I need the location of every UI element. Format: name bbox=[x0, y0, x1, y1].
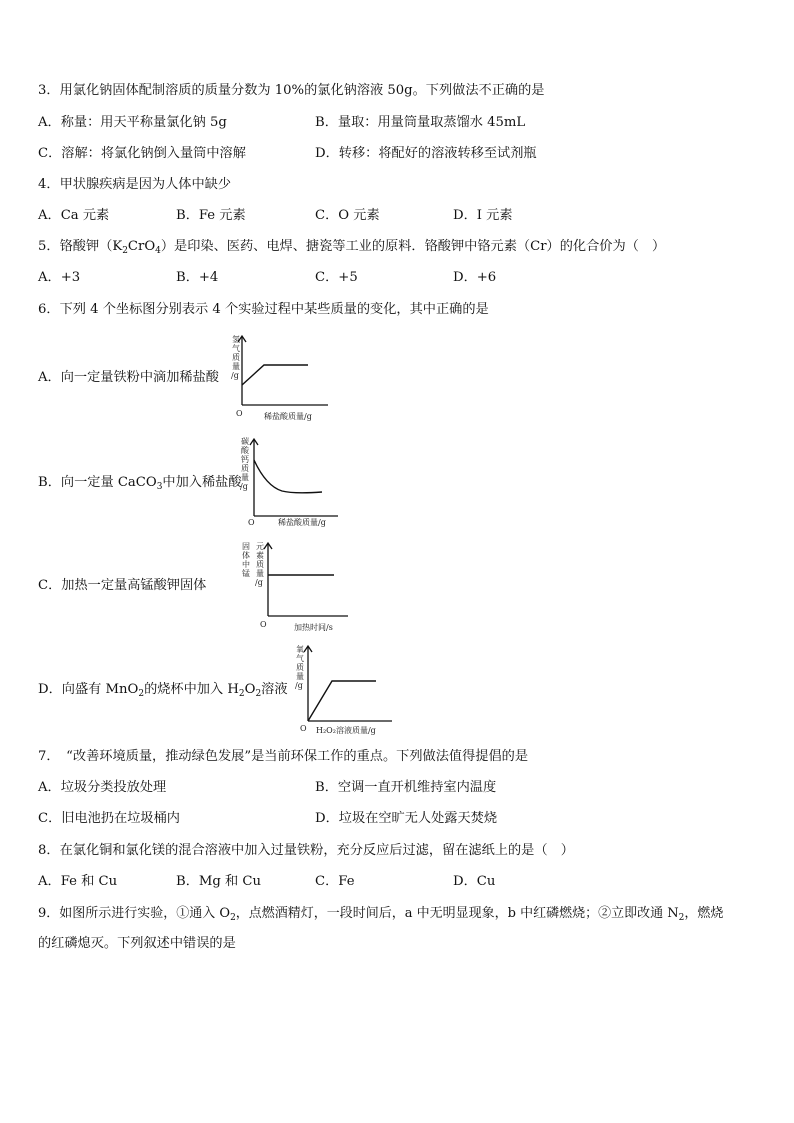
q4-stem: 4．甲状腺疾病是因为人体中缺少 bbox=[38, 177, 232, 192]
q6-b-ylabel-2: 酸 bbox=[241, 446, 249, 455]
q3-option-b: B．量取：用量筒量取蒸馏水 45mL bbox=[315, 115, 526, 130]
q8-option-b: B．Mg 和 Cu bbox=[176, 874, 261, 889]
q8-option-d: D．Cu bbox=[453, 874, 496, 889]
q6-c-ylabel-col2-4: 锰 bbox=[242, 569, 250, 578]
q6-a-ylabel-1: 氢 bbox=[232, 335, 240, 344]
q6-c-origin: O bbox=[260, 620, 267, 629]
q6-stem: 6．下列 4 个坐标图分别表示 4 个实验过程中某些质量的变化，其中正确的是 bbox=[38, 302, 489, 317]
q6-c-ylabel-5: /g bbox=[255, 578, 263, 587]
q4-option-c: C．O 元素 bbox=[315, 208, 380, 223]
q6-b-graph bbox=[238, 436, 348, 528]
q6-a-curve bbox=[242, 365, 308, 385]
q6-b-ylabel-5: 量 bbox=[241, 473, 249, 482]
q6-c-graph bbox=[242, 540, 362, 632]
q6-option-c-text: C．加热一定量高锰酸钾固体 bbox=[38, 578, 207, 593]
q6-b-curve bbox=[254, 460, 322, 493]
q6-b-origin: O bbox=[248, 518, 255, 527]
q9-stem-line1: 9．如图所示进行实验，①通入 $O_2$，点燃酒精灯，一段时间后，a 中无明显现象，b 中红磷燃烧；②立即改通 $N_2$，燃烧 bbox=[38, 906, 724, 923]
q6-c-ylabel-3: 质 bbox=[256, 560, 264, 569]
q3-stem: 3．用氯化钠固体配制溶质的质量分数为 10%的氯化钠溶液 50g。下列做法不正确的是 bbox=[38, 83, 545, 98]
q6-c-ylabel-col2-3: 中 bbox=[242, 560, 250, 569]
q6-d-ylabel-3: 质 bbox=[296, 663, 304, 672]
q8-option-a: A．Fe 和 Cu bbox=[38, 874, 118, 889]
q4-option-a: A．Ca 元素 bbox=[38, 208, 110, 223]
q6-b-ylabel-1: 碳 bbox=[241, 437, 249, 446]
q6-c-ylabel-col2-2: 体 bbox=[242, 551, 250, 560]
q6-d-origin: O bbox=[300, 724, 307, 733]
q4-option-b: B．Fe 元素 bbox=[176, 208, 246, 223]
q6-option-a-text: A．向一定量铁粉中滴加稀盐酸 bbox=[38, 370, 219, 385]
q6-a-ylabel-5: /g bbox=[231, 371, 239, 380]
q5-option-d: D．+6 bbox=[453, 270, 497, 285]
q6-a-xlabel: 稀盐酸质量/g bbox=[264, 412, 312, 421]
q7-option-b: B．空调一直开机维持室内温度 bbox=[315, 780, 497, 795]
q6-b-ylabel-4: 质 bbox=[241, 464, 249, 473]
q6-a-ylabel-3: 质 bbox=[232, 353, 240, 362]
q6-a-origin: O bbox=[236, 409, 243, 418]
q6-a-graph bbox=[228, 333, 338, 423]
q3-option-a: A．称量：用天平称量氯化钠 5g bbox=[38, 115, 227, 130]
q6-option-d-text: D．向盛有 MnO$_2$的烧杯中加入 $H_2O_2$溶液 bbox=[38, 682, 288, 699]
q3-option-d: D．转移：将配好的溶液转移至试剂瓶 bbox=[315, 146, 537, 161]
q5-stem: 5．铬酸钾$(K_2CrO_4)$是印染、医药、电焊、搪瓷等工业的原料．铬酸钾中铬元素（Cr）的化合价为（ ） bbox=[38, 239, 666, 256]
q6-c-ylabel-col2-1: 固 bbox=[242, 542, 250, 551]
q6-d-curve bbox=[308, 681, 376, 721]
q6-d-ylabel-5: /g bbox=[295, 681, 303, 690]
q6-b-ylabel-6: /g bbox=[240, 482, 248, 491]
q3-option-c: C．溶解：将氯化钠倒入量筒中溶解 bbox=[38, 146, 246, 161]
q6-c-ylabel-1: 元 bbox=[256, 542, 264, 551]
q9-stem-line2: 的红磷熄灭。下列叙述中错误的是 bbox=[38, 936, 236, 951]
q8-option-c: C．Fe bbox=[315, 874, 355, 889]
q6-d-xlabel: H₂O₂溶液质量/g bbox=[316, 726, 376, 735]
q6-a-ylabel-2: 气 bbox=[232, 344, 240, 353]
q6-d-ylabel-4: 量 bbox=[296, 672, 304, 681]
q6-c-ylabel-4: 量 bbox=[256, 569, 264, 578]
q6-option-b-text: B．向一定量 CaCO$_3$中加入稀盐酸 bbox=[38, 475, 242, 492]
q7-option-a: A．垃圾分类投放处理 bbox=[38, 780, 167, 795]
q6-c-xlabel: 加热时间/s bbox=[294, 623, 333, 632]
q7-option-d: D．垃圾在空旷无人处露天焚烧 bbox=[315, 811, 498, 826]
q5-option-a: A．+3 bbox=[38, 270, 81, 285]
q6-b-ylabel-3: 钙 bbox=[241, 455, 249, 464]
q6-d-ylabel-1: 氧 bbox=[296, 645, 304, 654]
q4-option-d: D．I 元素 bbox=[453, 208, 513, 223]
q7-stem: 7． “改善环境质量，推动绿色发展”是当前环保工作的重点。下列做法值得提倡的是 bbox=[38, 749, 529, 764]
q5-option-b: B．+4 bbox=[176, 270, 219, 285]
q6-a-ylabel-4: 量 bbox=[232, 362, 240, 371]
q6-b-xlabel: 稀盐酸质量/g bbox=[278, 518, 326, 527]
q6-d-graph bbox=[294, 643, 404, 735]
q7-option-c: C．旧电池扔在垃圾桶内 bbox=[38, 811, 180, 826]
q6-d-ylabel-2: 气 bbox=[296, 654, 304, 663]
q5-option-c: C．+5 bbox=[315, 270, 358, 285]
q6-c-ylabel-2: 素 bbox=[256, 551, 264, 560]
q8-stem: 8．在氯化铜和氯化镁的混合溶液中加入过量铁粉，充分反应后过滤，留在滤纸上的是（ ） bbox=[38, 843, 574, 858]
